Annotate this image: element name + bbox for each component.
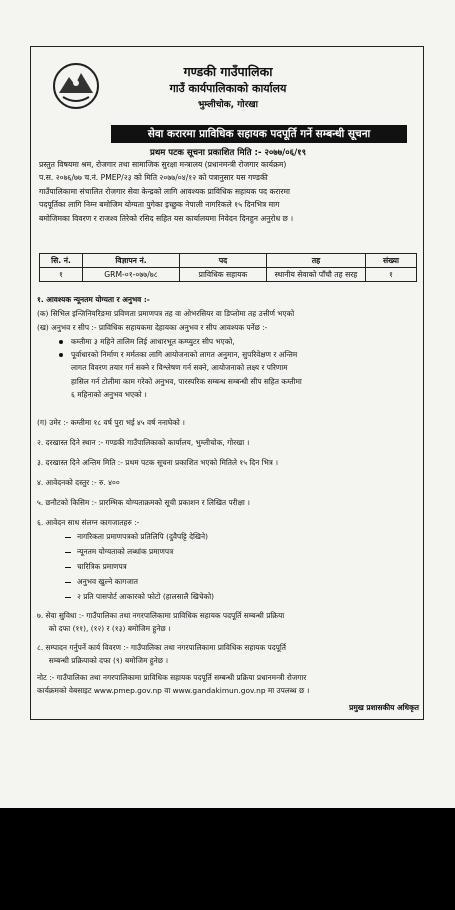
note-line: नोट :- गाउँपालिका तथा नगरपालिकामा प्राविधिक सहायक पदपूर्ति सम्बन्धी प्रक्रिया प्रधानमन्त्री रोजगार bbox=[37, 673, 307, 682]
section-1-title: १. आवश्यक न्यूनतम योग्यता र अनुभव :- bbox=[37, 295, 150, 304]
cell-ad-number: GRM-०१-०७७/७८ bbox=[83, 268, 180, 282]
signature-title: प्रमुख प्रशासकीय अधिकृत bbox=[349, 703, 419, 712]
section-7-line: को दफा (११), (१२) र (१३) बमोजिम हुनेछ । bbox=[37, 624, 171, 634]
dash-icon bbox=[65, 582, 71, 583]
skill-item-1: कम्तीमा ३ महिने तालिम लिई आधारभूत कम्प्युटर सीप भएको, bbox=[71, 337, 235, 346]
section-3: ३. दरखास्त दिने अन्तिम मिति :- प्रथम पटक सूचना प्रकाशित भएको मितिले १५ दिन भित्र । bbox=[37, 458, 279, 467]
bullet-icon bbox=[59, 340, 63, 344]
intro-line: प.स. २०७६/७७ च.नं. PMEP/२३ को मिति २०७७/०४/१२ को पत्रानुसार यस गण्डकी bbox=[39, 173, 268, 183]
doc-item: अनुभव खुल्ने कागजात bbox=[77, 577, 138, 586]
cell-serial: १ bbox=[40, 268, 83, 282]
section-kha: (ख) अनुभव र सीप :- प्राविधिक सहायकमा देहायका अनुभव र सीप आवश्यक पर्नेछ :- bbox=[37, 323, 268, 332]
bullet-icon bbox=[59, 353, 63, 357]
skill-item-2 bbox=[71, 348, 416, 402]
section-6: ६. आवेदन साथ संलग्न कागजातहरु :- bbox=[37, 518, 140, 527]
section-2: २. दरखास्त दिने स्थान :- गण्डकी गाउँपालिकाको कार्यालय, भुम्लीचोक, गोरखा । bbox=[37, 438, 250, 447]
table-header-row bbox=[40, 254, 417, 268]
section-8 bbox=[37, 641, 419, 668]
publication-date: प्रथम पटक सूचना प्रकाशित मिति :- २०७७/०६/१९ bbox=[149, 148, 307, 158]
section-8-line: सम्बन्धी प्रक्रियाको दफा (९) बमोजिम हुनेछ । bbox=[37, 656, 169, 666]
col-serial: सि. नं. bbox=[40, 254, 83, 268]
intro-line: पदपूर्तिका लागि निम्न बमोजिम योग्यता पुगेका इच्छुक नेपाली नागरिकले १५ दिनभित्र माग bbox=[39, 200, 280, 210]
cell-post: प्राविधिक सहायक bbox=[180, 268, 267, 282]
section-4: ४. आवेदनको दस्तुर :- रु. ४०० bbox=[37, 478, 120, 487]
doc-item: चारित्रिक प्रमाणपत्र bbox=[77, 562, 127, 571]
section-5: ५. छनौटको किसिम :- प्रारम्भिक योग्यताक्रमको सूची प्रकाशन र लिखित परीक्षा । bbox=[37, 498, 250, 507]
municipality-name: गण्डकी गाउँपालिका bbox=[183, 64, 273, 79]
note bbox=[37, 671, 419, 698]
intro-line: बमोजिमका विवरण र राजश्व तिरेको रसिद सहित यस कार्यालयमा निवेदन दिनहुन अनुरोध छ । bbox=[39, 213, 294, 223]
intro-paragraph bbox=[39, 158, 419, 225]
doc-item: न्यूनतम योग्यताको लब्धांक प्रमाणपत्र bbox=[77, 547, 174, 556]
skill-line: हासिल गर्न टोलीमा काम गरेको अनुभव, पारस्परिक सम्बन्ध सम्बन्धी सीप सहित कम्तीमा bbox=[71, 376, 302, 386]
intro-line: प्रस्तुत विषयमा श्रम, रोजगार तथा सामाजिक सुरक्षा मन्त्रालय (प्रधानमन्त्री रोजगार कार्यक्रम) bbox=[39, 160, 287, 169]
cell-level: स्थानीय सेवाको पाँचौ तह सरह bbox=[267, 268, 366, 282]
skill-line: ६ महिनाको अनुभव भएको । bbox=[71, 390, 147, 400]
skill-line: पूर्वाधारको निर्माण र मर्मतका लागि आयोजनाको लागत अनुमान, सुपरिवेक्षण र अन्तिम bbox=[71, 350, 298, 359]
cell-count: १ bbox=[366, 268, 417, 282]
section-8-line: ८. सम्पादन गर्नुपर्ने कार्य विवरण :- गाउँपालिका तथा नगरपालिकामा प्राविधिक सहायक पदपूर्ति bbox=[37, 643, 286, 652]
vacancy-table bbox=[39, 253, 417, 282]
notice-frame bbox=[30, 46, 424, 720]
col-count: संख्या bbox=[366, 254, 417, 268]
section-7 bbox=[37, 609, 419, 636]
col-ad-number: विज्ञापन नं. bbox=[83, 254, 180, 268]
dash-icon bbox=[65, 567, 71, 568]
office-name: गाउँ कार्यपालिकाको कार्यालय bbox=[169, 82, 287, 95]
col-level: तह bbox=[267, 254, 366, 268]
note-line: कार्यक्रमको वेबसाइट www.pmep.gov.np वा www.gandakimun.gov.np मा उपलब्ध छ । bbox=[37, 686, 310, 696]
section-7-line: ७. सेवा सुविधा :- गाउँपालिका तथा नगरपालिकामा प्राविधिक सहायक पदपूर्ति सम्बन्धी प्रक्रिया bbox=[37, 611, 285, 620]
dash-icon bbox=[65, 597, 71, 598]
section-ka: (क) सिभिल इन्जिनियरिङमा प्रविणता प्रमाणपत्र तह वा ओभरसियर वा डिप्लोमा तह उत्तीर्ण भएको bbox=[37, 309, 295, 318]
doc-item: नागरिकता प्रमाणपत्रको प्रतिलिपि (दुवैपट्टि देखिने) bbox=[77, 532, 208, 541]
office-header bbox=[31, 53, 425, 123]
dash-icon bbox=[65, 552, 71, 553]
skill-line: लागत विवरण तयार गर्न सक्ने र विश्लेषण गर्न सक्ने, आयोजनाको लक्ष्य र परिणाम bbox=[71, 363, 288, 373]
table-row bbox=[40, 268, 417, 282]
notice-title-banner: सेवा करारमा प्राविधिक सहायक पदपूर्ति गर्ने सम्बन्धी सूचना bbox=[111, 125, 407, 143]
intro-line: गाउँपालिकामा संचालित रोजगार सेवा केन्द्रको लागि आवश्यक प्राविधिक सहायक पद करारमा bbox=[39, 186, 290, 196]
dash-icon bbox=[65, 537, 71, 538]
section-ga: (ग) उमेर :- कम्तीमा १८ वर्ष पुरा भई ४५ वर्ष ननाघेको । bbox=[37, 418, 185, 427]
doc-item: २ प्रति पासपोर्ट आकारको फोटो (हालसालै खिचेको) bbox=[77, 592, 215, 601]
office-location: भुम्लीचोक, गोरखा bbox=[197, 100, 258, 110]
col-post: पद bbox=[180, 254, 267, 268]
